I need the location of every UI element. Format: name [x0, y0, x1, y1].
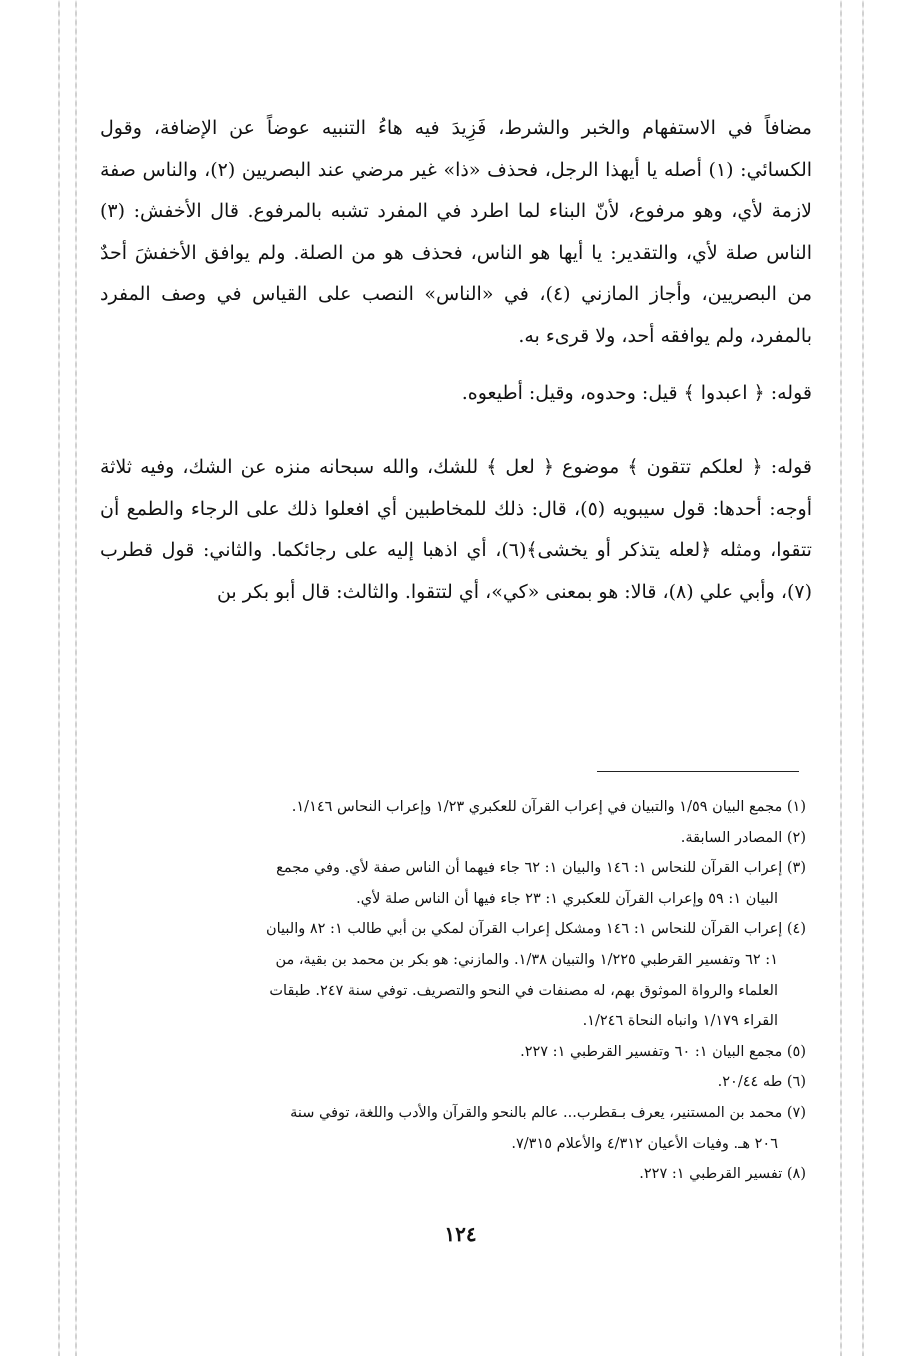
- footnote-6: [104, 1067, 806, 1098]
- footnote-divider: [597, 771, 799, 772]
- footnote-text: ١: ٦٢ وتفسير القرطبي ١/٢٢٥ والتبيان ١/٣٨. والمازني: هو بكر بن محمد بن بقية، من: [275, 951, 778, 968]
- footnote-text: العلماء والرواة الموثوق بهم، له مصنفات في النحو والتصريف. توفي سنة ٢٤٧. طبقات: [269, 982, 778, 999]
- scan-artifact-left: [58, 0, 60, 1356]
- footnote-text: البيان ١: ٥٩ وإعراب القرآن للعكبري ١: ٢٣ جاء فيها أن الناس صلة لأي.: [356, 890, 778, 907]
- footnote-text: القراء ١/١٧٩ وانباه النحاة ١/٢٤٦.: [582, 1013, 778, 1030]
- line: للمخاطبين أي افعلوا ذلك على الرجاء والطمع أن تتقوا، ومثله ﴿لعله يتذكر: [100, 497, 812, 562]
- line: المفرد تشبه بالمرفوع. قال الأخفش: (٣) الناس صلة لأي، والتقدير: يا أيها: [100, 200, 812, 264]
- line: أو يخشى﴾(٦)، أي اذهبا إليه على رجائكما. والثاني: قول قطرب (٧)،: [100, 539, 812, 603]
- footnote-text: مجمع البيان ١: ٦٠ وتفسير القرطبي ١: ٢٢٧.: [520, 1043, 783, 1060]
- paragraph-1: [100, 108, 812, 358]
- scan-artifact-left-inner: [75, 0, 77, 1356]
- page-number: ١٢٤: [444, 1222, 477, 1246]
- footnote-5: [104, 1037, 806, 1068]
- footnote-8: [104, 1159, 806, 1190]
- footnote-7: [104, 1098, 806, 1159]
- footnote-number: (٤): [786, 921, 806, 938]
- footnote-number: (٧): [786, 1104, 806, 1121]
- line: مضافاً في الاستفهام والخبر والشرط، فَزِيدَ فيه هاءُ التنبيه عوضاً عن الإضافة،: [153, 117, 812, 139]
- footnote-text: ٢٠٦ هـ. وفيات الأعيان ٤/٣١٢ والأعلام ٧/٣١٥.: [511, 1135, 778, 1152]
- paragraph-3: [100, 447, 812, 613]
- footnote-number: (١): [786, 799, 806, 815]
- footnote-text: إعراب القرآن للنحاس ١: ١٤٦ والبيان ١: ٦٢ جاء فيهما أن الناس صفة لأي. وفي مجمع: [276, 860, 783, 877]
- footnote-2: [104, 823, 806, 854]
- line: هو الناس، فحذف هو من الصلة. ولم يوافق الأخفشَ أحدٌ من البصريين،: [100, 241, 813, 306]
- footnote-text: تفسير القرطبي ١: ٢٢٧.: [639, 1166, 783, 1183]
- footnote-text: طه ٢٠/٤٤.: [717, 1074, 783, 1091]
- line: بالمفرد، ولم يوافقه أحد، ولا قرىء به.: [518, 324, 812, 347]
- footnote-text: المصادر السابقة.: [680, 829, 783, 846]
- footnote-number: (٥): [786, 1043, 806, 1060]
- line: وأبي علي (٨)، قالا: هو بمعنى «كي»، أي لتتقوا. والثالث: قال أبو بكر بن: [216, 580, 775, 603]
- line: قوله: ﴿ لعلكم تتقون ﴾ موضوع ﴿ لعل ﴾ للشك، والله سبحانه منزه: [274, 456, 812, 479]
- scan-artifact-right: [862, 0, 864, 1356]
- line: وقول الكسائي: (١) أصله يا أيهذا الرجل، فحذف «ذا» غير مرضي عند: [100, 117, 813, 181]
- main-text: [100, 108, 812, 614]
- footnote-text: محمد بن المستنير، يعرف بـقطرب... عالم بالنحو والقرآن والأدب واللغة، توفي سنة: [290, 1104, 783, 1121]
- line: عن الشك، وفيه ثلاثة أوجه: أحدها: قول سيبويه (٥)، قال: ذلك: [100, 456, 812, 520]
- line: البصريين (٢)، والناس صفة لازمة لأي، وهو مرفوع، لأنّ البناء لما اطرد في: [100, 158, 812, 223]
- footnotes: [104, 792, 806, 1190]
- footnote-1: [104, 792, 806, 823]
- footnote-number: (٨): [786, 1166, 806, 1183]
- footnote-number: (٦): [786, 1074, 806, 1091]
- footnote-text: إعراب القرآن للنحاس ١: ١٤٦ ومشكل إعراب القرآن لمكي بن أبي طالب ١: ٨٢ والبيان: [265, 921, 783, 938]
- footnote-text: مجمع البيان ١/٥٩ والتبيان في إعراب القرآن للعكبري ١/٢٣ وإعراب النحاس ١/١٤٦.: [291, 799, 783, 815]
- footnote-number: (٣): [786, 860, 806, 877]
- paragraph-2: قوله: ﴿ اعبدوا ﴾ قيل: وحدوه، وقيل: أطيعوه.: [461, 381, 812, 404]
- footnote-3: [104, 853, 806, 914]
- footnote-number: (٢): [786, 829, 806, 846]
- footnote-4: [104, 914, 806, 1036]
- line: وأجاز المازني (٤)، في «الناس» النصب على القياس في وصف المفرد: [100, 283, 691, 306]
- scan-artifact-right-inner: [840, 0, 842, 1356]
